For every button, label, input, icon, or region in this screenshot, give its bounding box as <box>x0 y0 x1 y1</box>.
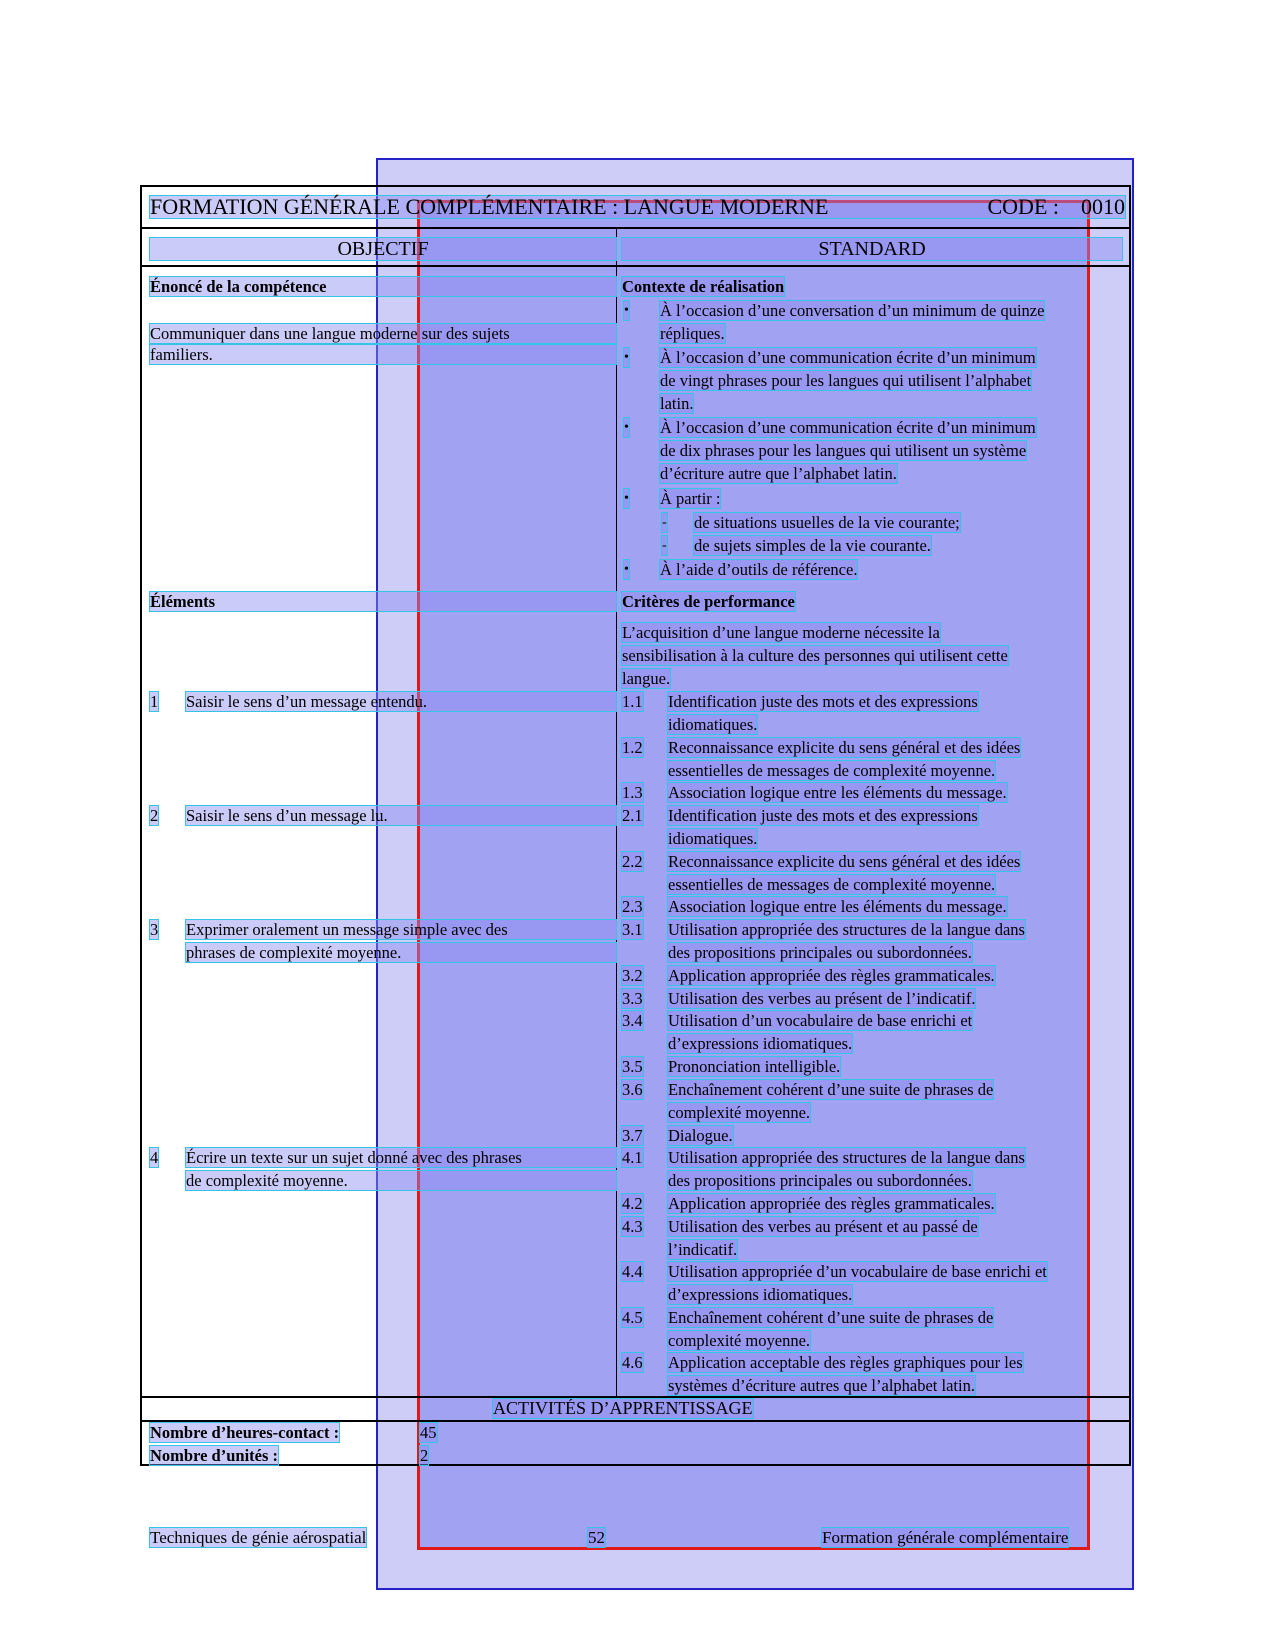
divider-activities-bottom <box>140 1420 1131 1422</box>
hours-value: 45 <box>420 1423 437 1442</box>
context-item-3-line2: de dix phrases pour les langues qui utilisent un système <box>660 441 1027 460</box>
criterion-3-6-line2: complexité moyenne. <box>668 1103 811 1122</box>
element-3-line2: phrases de complexité moyenne. <box>186 943 616 962</box>
criteria-intro-line3: langue. <box>622 669 671 688</box>
course-code: CODE : 0010 <box>987 194 1125 219</box>
criterion-3-1-line1: Utilisation appropriée des structures de la langue dans <box>668 920 1025 939</box>
document-title-row <box>150 196 1125 218</box>
criterion-3-4-line1: Utilisation d’un vocabulaire de base enrichi et <box>668 1011 973 1030</box>
context-bullet: • <box>624 303 629 318</box>
criterion-1-3-line1: Association logique entre les éléments du message. <box>668 783 1007 802</box>
context-item-3-line1: À l’occasion d’une communication écrite d’un minimum <box>660 418 1036 437</box>
criterion-4-5-line1: Enchaînement cohérent d’une suite de phrases de <box>668 1308 994 1327</box>
context-item-2-line1: À l’occasion d’une communication écrite d’un minimum <box>660 348 1036 367</box>
criterion-3-6-line1: Enchaînement cohérent d’une suite de phrases de <box>668 1080 994 1099</box>
criterion-4-4-line2: d’expressions idiomatiques. <box>668 1285 853 1304</box>
element-4-line1: Écrire un texte sur un sujet donné avec des phrases <box>186 1148 616 1167</box>
footer-section: Formation générale complémentaire <box>822 1528 1069 1547</box>
criterion-1-2-line1: Reconnaissance explicite du sens général et des idées <box>668 738 1021 757</box>
element-number: 3 <box>150 920 159 939</box>
criterion-number: 2.3 <box>622 897 643 916</box>
context-bullet: • <box>624 562 629 577</box>
context-bullet: • <box>624 350 629 365</box>
context-item-2-line3: latin. <box>660 394 694 413</box>
footer-page-number: 52 <box>588 1528 605 1547</box>
criterion-number: 3.1 <box>622 920 643 939</box>
competence-text-line2: familiers. <box>150 345 616 364</box>
criterion-4-5-line2: complexité moyenne. <box>668 1331 811 1350</box>
competence-text-line1: Communiquer dans une langue moderne sur des sujets <box>150 324 616 343</box>
criterion-4-1-line1: Utilisation appropriée des structures de la langue dans <box>668 1148 1025 1167</box>
element-3-line1: Exprimer oralement un message simple avec des <box>186 920 616 939</box>
units-value: 2 <box>420 1446 429 1465</box>
context-item-1-line1: À l’occasion d’une conversation d’un minimum de quinze <box>660 301 1045 320</box>
criterion-number: 3.4 <box>622 1011 643 1030</box>
criterion-2-1-line1: Identification juste des mots et des expressions <box>668 806 978 825</box>
context-bullet: • <box>624 420 629 435</box>
criterion-number: 4.2 <box>622 1194 643 1213</box>
context-heading: Contexte de réalisation <box>622 277 785 296</box>
criterion-number: 2.1 <box>622 806 643 825</box>
context-item-3-line3: d’écriture autre que l’alphabet latin. <box>660 464 897 483</box>
document-title: FORMATION GÉNÉRALE COMPLÉMENTAIRE : LANGUE MODERNE <box>150 194 829 219</box>
criterion-3-2-line1: Application appropriée des règles grammaticales. <box>668 966 995 985</box>
criterion-number: 3.7 <box>622 1126 643 1145</box>
criterion-4-2-line1: Application appropriée des règles grammaticales. <box>668 1194 995 1213</box>
element-number: 4 <box>150 1148 159 1167</box>
criterion-1-1-line1: Identification juste des mots et des expressions <box>668 692 978 711</box>
element-2-line1: Saisir le sens d’un message lu. <box>186 806 616 825</box>
criterion-2-2-line2: essentielles de messages de complexité moyenne. <box>668 875 996 894</box>
criterion-number: 3.3 <box>622 989 643 1008</box>
context-item-4-line1: À partir : <box>660 489 721 508</box>
criterion-number: 3.6 <box>622 1080 643 1099</box>
criteria-heading: Critères de performance <box>622 592 795 611</box>
criterion-1-1-line2: idiomatiques. <box>668 715 758 734</box>
criterion-3-4-line2: d’expressions idiomatiques. <box>668 1034 853 1053</box>
criterion-4-6-line1: Application acceptable des règles graphiques pour les <box>668 1353 1023 1372</box>
criterion-4-3-line2: l’indicatif. <box>668 1240 738 1259</box>
divider-column-heads <box>140 265 1131 267</box>
criterion-2-3-line1: Association logique entre les éléments du message. <box>668 897 1007 916</box>
criterion-3-1-line2: des propositions principales ou subordonnées. <box>668 943 972 962</box>
criterion-number: 2.2 <box>622 852 643 871</box>
element-number: 2 <box>150 806 159 825</box>
criterion-number: 1.2 <box>622 738 643 757</box>
context-sub-item-2: de sujets simples de la vie courante. <box>694 536 931 555</box>
criterion-number: 4.6 <box>622 1353 643 1372</box>
units-label: Nombre d’unités : <box>150 1446 279 1465</box>
context-sub-item-1: de situations usuelles de la vie courante; <box>694 513 960 532</box>
context-item-5-line1: À l’aide d’outils de référence. <box>660 560 858 579</box>
criterion-number: 3.2 <box>622 966 643 985</box>
column-head-objectif: OBJECTIF <box>150 238 616 260</box>
criterion-4-1-line2: des propositions principales ou subordonnées. <box>668 1171 972 1190</box>
element-1-line1: Saisir le sens d’un message entendu. <box>186 692 616 711</box>
column-divider <box>616 229 617 1397</box>
element-number: 1 <box>150 692 159 711</box>
element-4-line2: de complexité moyenne. <box>186 1171 616 1190</box>
criterion-number: 4.4 <box>622 1262 643 1281</box>
criterion-number: 4.1 <box>622 1148 643 1167</box>
criterion-number: 4.3 <box>622 1217 643 1236</box>
criterion-4-4-line1: Utilisation appropriée d’un vocabulaire de base enrichi et <box>668 1262 1047 1281</box>
elements-heading: Éléments <box>150 592 616 611</box>
divider-title <box>140 227 1131 229</box>
criterion-3-7-line1: Dialogue. <box>668 1126 733 1145</box>
criterion-4-3-line1: Utilisation des verbes au présent et au passé de <box>668 1217 978 1236</box>
criterion-1-2-line2: essentielles de messages de complexité moyenne. <box>668 761 996 780</box>
criterion-2-1-line2: idiomatiques. <box>668 829 758 848</box>
criterion-number: 1.1 <box>622 692 643 711</box>
criterion-number: 3.5 <box>622 1057 643 1076</box>
hours-label: Nombre d’heures-contact : <box>150 1423 340 1442</box>
criteria-intro-line2: sensibilisation à la culture des personnes qui utilisent cette <box>622 646 1008 665</box>
context-item-2-line2: de vingt phrases pour les langues qui utilisent l’alphabet <box>660 371 1032 390</box>
activities-heading: ACTIVITÉS D’APPRENTISSAGE <box>493 1398 753 1418</box>
criterion-3-3-line1: Utilisation des verbes au présent de l’indicatif. <box>668 989 976 1008</box>
competence-heading: Énoncé de la compétence <box>150 277 616 296</box>
criteria-intro-line1: L’acquisition d’une langue moderne nécessite la <box>622 623 940 642</box>
column-head-standard: STANDARD <box>622 238 1122 260</box>
criterion-3-5-line1: Prononciation intelligible. <box>668 1057 841 1076</box>
criterion-4-6-line2: systèmes d’écriture autres que l’alphabet latin. <box>668 1376 975 1395</box>
criterion-number: 1.3 <box>622 783 643 802</box>
criterion-2-2-line1: Reconnaissance explicite du sens général et des idées <box>668 852 1021 871</box>
context-sub-bullet: - <box>662 515 667 530</box>
criterion-number: 4.5 <box>622 1308 643 1327</box>
footer-program: Techniques de génie aérospatial <box>150 1528 367 1547</box>
context-item-1-line2: répliques. <box>660 324 725 343</box>
context-bullet: • <box>624 491 629 506</box>
context-sub-bullet: - <box>662 538 667 553</box>
